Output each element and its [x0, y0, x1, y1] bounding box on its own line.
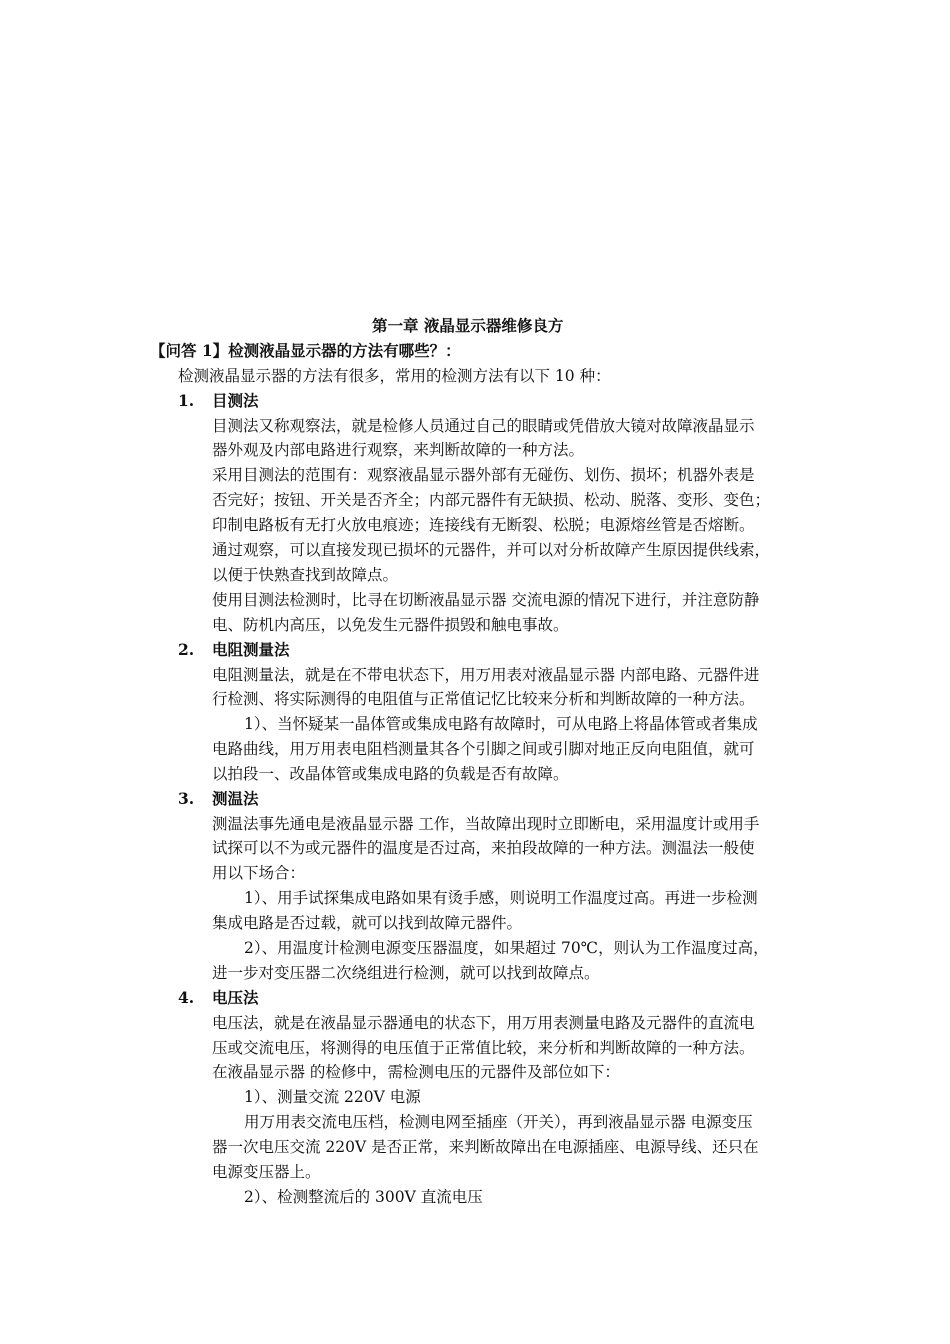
body-line: 使用目测法检测时，比寻在切断液晶显示器 交流电源的情况下进行，并注意防静: [212, 591, 760, 609]
body-line: 采用目测法的范围有：观察液晶显示器外部有无碰伤、划伤、损坏；机器外表是: [212, 466, 755, 484]
section-number: 1.: [178, 391, 195, 410]
body-line: 2）、用温度计检测电源变压器温度，如果超过 70℃，则认为工作温度过高，: [244, 939, 769, 957]
body-line: 否完好；按钮、开关是否齐全；内部元器件有无缺损、松动、脱落、变形、变色；: [212, 491, 771, 509]
body-line: 电路曲线，用万用表电阻档测量其各个引脚之间或引脚对地正反向电阻值，就可: [212, 740, 755, 758]
body-line: 1）、当怀疑某一晶体管或集成电路有故障时，可从电路上将晶体管或者集成: [244, 715, 758, 733]
body-line: 压或交流电压，将测得的电压值于正常值比较，来分析和判断故障的一种方法。: [212, 1039, 755, 1057]
body-line: 器外观及内部电路进行观察，来判断故障的一种方法。: [212, 441, 585, 459]
body-line: 器一次电压交流 220V 是否正常，来判断故障出在电源插座、电源导线、还只在: [212, 1138, 759, 1156]
body-line: 试探可以不为或元器件的温度是否过高，来拍段故障的一种方法。测温法一般使: [212, 839, 755, 857]
body-line: 2）、检测整流后的 300V 直流电压: [244, 1188, 483, 1206]
section-heading: 电压法: [212, 988, 259, 1007]
section-number: 2.: [178, 640, 195, 659]
body-line: 以拍段一、改晶体管或集成电路的负载是否有故障。: [212, 765, 569, 783]
body-line: 1）、测量交流 220V 电源: [244, 1088, 421, 1106]
body-line: 进一步对变压器二次绕组进行检测，就可以找到故障点。: [212, 964, 600, 982]
body-line: 1）、用手试探集成电路如果有烫手感，则说明工作温度过高。再进一步检测: [244, 889, 758, 907]
body-line: 电压法，就是在液晶显示器通电的状态下，用万用表测量电路及元器件的直流电: [212, 1014, 755, 1032]
section-number: 3.: [178, 789, 195, 808]
body-line: 用万用表交流电压档，检测电网至插座（开关），再到液晶显示器 电源变压: [244, 1113, 753, 1131]
question-heading: 【问答 1】检测液晶显示器的方法有哪些？：: [150, 341, 461, 360]
body-line: 电阻测量法，就是在不带电状态下，用万用表对液晶显示器 内部电路、元器件进: [212, 666, 760, 684]
body-line: 测温法事先通电是液晶显示器 工作，当故障出现时立即断电，采用温度计或用手: [212, 815, 760, 833]
body-line: 电、防机内高压，以免发生元器件损毁和触电事故。: [212, 616, 569, 634]
body-line: 通过观察，可以直接发现已损坏的元器件，并可以对分析故障产生原因提供线索，: [212, 541, 771, 559]
body-line: 在液晶显示器 的检修中，需检测电压的元器件及部位如下：: [212, 1063, 620, 1081]
body-line: 印制电路板有无打火放电痕迹；连接线有无断裂、松脱；电源熔丝管是否熔断。: [212, 516, 755, 534]
section-number: 4.: [178, 988, 195, 1007]
body-line: 目测法又称观察法，就是检修人员通过自己的眼睛或凭借放大镜对故障液晶显示: [212, 417, 755, 435]
intro-paragraph: 检测液晶显示器的方法有很多，常用的检测方法有以下 10 种：: [178, 367, 611, 385]
body-line: 行检测、将实际测得的电阻值与正常值记忆比较来分析和判断故障的一种方法。: [212, 690, 755, 708]
section-heading: 电阻测量法: [212, 640, 290, 659]
body-line: 集成电路是否过载，就可以找到故障元器件。: [212, 914, 523, 932]
section-heading: 测温法: [212, 789, 259, 808]
section-heading: 目测法: [212, 391, 259, 410]
body-line: 以便于快熟查找到故障点。: [212, 566, 399, 584]
body-line: 电源变压器上。: [212, 1163, 321, 1181]
body-line: 用以下场合：: [212, 864, 306, 882]
chapter-title: 第一章 液晶显示器维修良方: [372, 316, 564, 335]
